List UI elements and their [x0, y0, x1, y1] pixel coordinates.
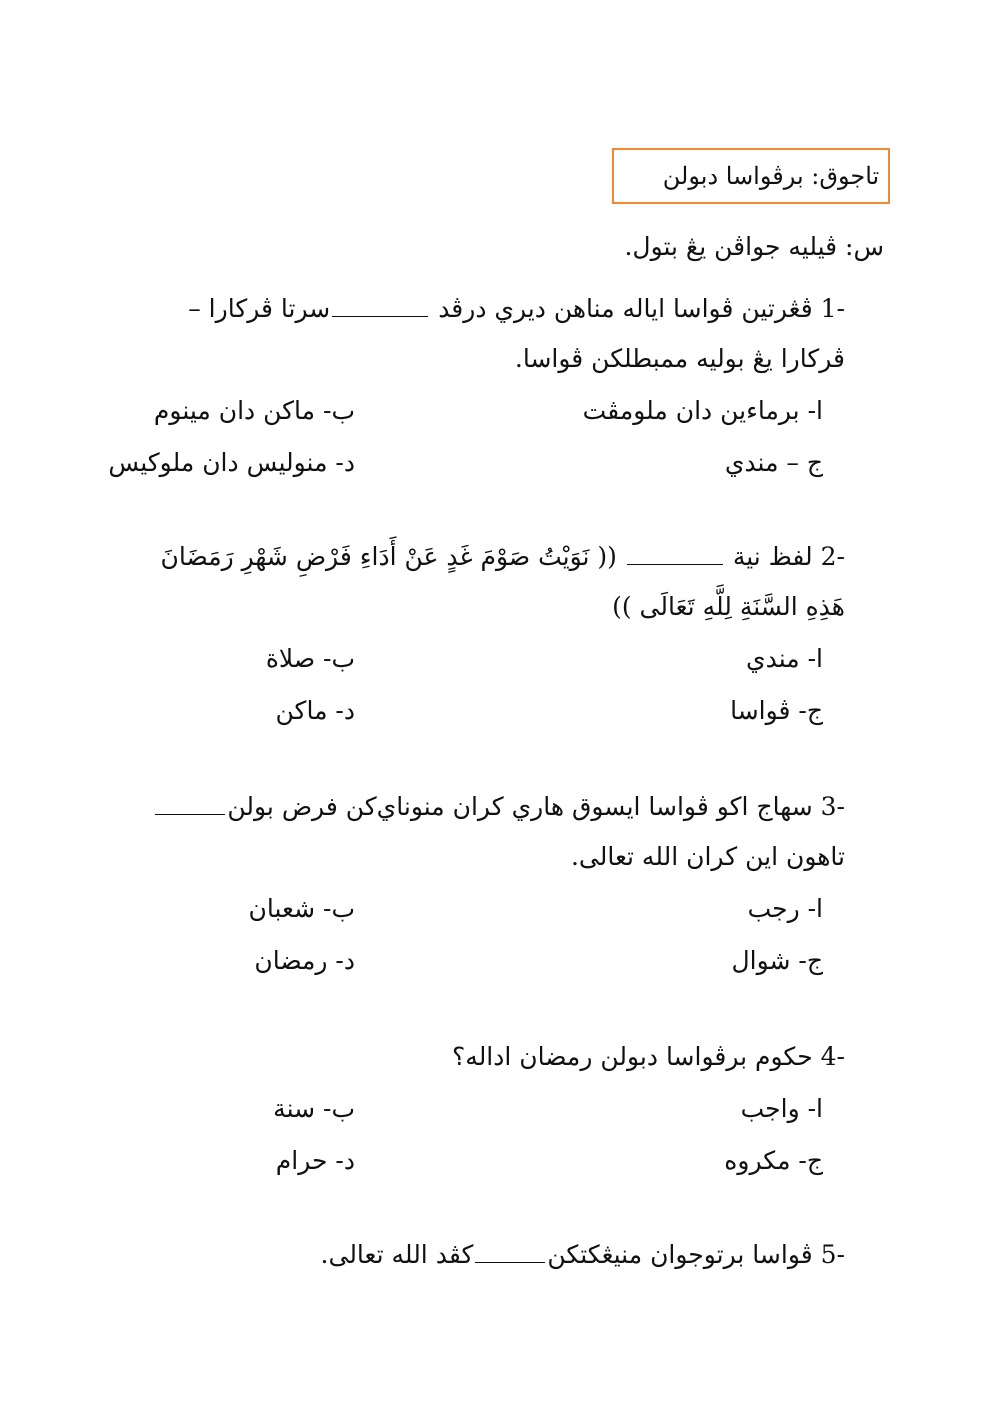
options-grid [145, 1084, 845, 1188]
question-stem-part-b: (( نَوَيْتُ صَوْمَ غَدٍ عَنْ أَدَاءِ فَرْضِ شَهْرِ رَمَضَانَ هَذِهِ السَّنَةِ لِلَّهِ تَعَالَى )) [160, 542, 845, 621]
option-c: ج- ڤواسا [730, 696, 823, 725]
answer-blank [475, 1252, 545, 1263]
question-stem-part-b: سرتا ڤركارا – ڤركارا يڠ بوليه ممبطلكن ڤواسا. [188, 294, 845, 373]
option-a: ا- واجب [740, 1094, 823, 1123]
question-stem [145, 284, 845, 384]
question-stem-part-a: ڤڠرتين ڤواسا اياله مناهن ديري درڤد [438, 294, 813, 323]
question-number: -2 [820, 542, 845, 571]
option-d: د- حرام [275, 1146, 355, 1175]
answer-blank [332, 306, 428, 317]
question-stem [145, 782, 845, 882]
answer-blank [155, 804, 225, 815]
topic-box [612, 148, 890, 204]
option-c: ج- مكروه [724, 1146, 823, 1175]
question-number: -4 [820, 1042, 845, 1071]
question-stem-part-b: تاهون اين كران الله تعالى. [570, 842, 845, 871]
option-d: د- ماكن [275, 696, 355, 725]
question-stem-part-a: ڤواسا برتوجوان منيڠكتكن [547, 1240, 813, 1269]
question-stem-part-b: كڤد الله تعالى. [320, 1240, 474, 1269]
question-stem-part-a: سهاج اكو ڤواسا ايسوق هاري كران منوناي‌كن فرض بولن [227, 792, 813, 821]
question-number: -5 [820, 1240, 845, 1269]
answer-blank [627, 554, 723, 565]
topic-label: تاجوق: [811, 162, 880, 190]
question-4 [145, 1032, 845, 1188]
topic-value: برڤواسا دبولن [662, 162, 804, 190]
question-stem-part-a: حكوم برڤواسا دبولن رمضان اداله؟ [452, 1042, 813, 1071]
question-stem-part-a: لفظ نية [732, 542, 813, 571]
options-grid [108, 386, 845, 490]
question-2 [145, 532, 845, 738]
instruction: س: ڤيليه جواڤن يڠ بتول. [624, 232, 884, 261]
option-b: ب- سنة [273, 1094, 355, 1123]
options-grid [145, 884, 845, 988]
question-stem [145, 1230, 845, 1280]
option-c: ج – مندي [724, 448, 823, 477]
option-d: د- منوليس دان ملوكيس [108, 448, 355, 477]
question-stem [145, 532, 845, 632]
option-b: ب- ماكن دان مينوم [153, 396, 355, 425]
option-b: ب- شعبان [248, 894, 355, 923]
option-b: ب- صلاة [265, 644, 355, 673]
topic-text [663, 162, 879, 190]
option-a: ا- رجب [747, 894, 823, 923]
option-a: ا- مندي [746, 644, 823, 673]
option-a: ا- برماءين دان ملومڤت [582, 396, 823, 425]
question-3 [145, 782, 845, 988]
question-stem [145, 1032, 845, 1082]
option-d: د- رمضان [254, 946, 355, 975]
question-5 [145, 1230, 845, 1280]
question-1 [108, 284, 845, 490]
question-number: -1 [820, 294, 845, 323]
options-grid [145, 634, 845, 738]
question-number: -3 [820, 792, 845, 821]
option-c: ج- شوال [731, 946, 823, 975]
